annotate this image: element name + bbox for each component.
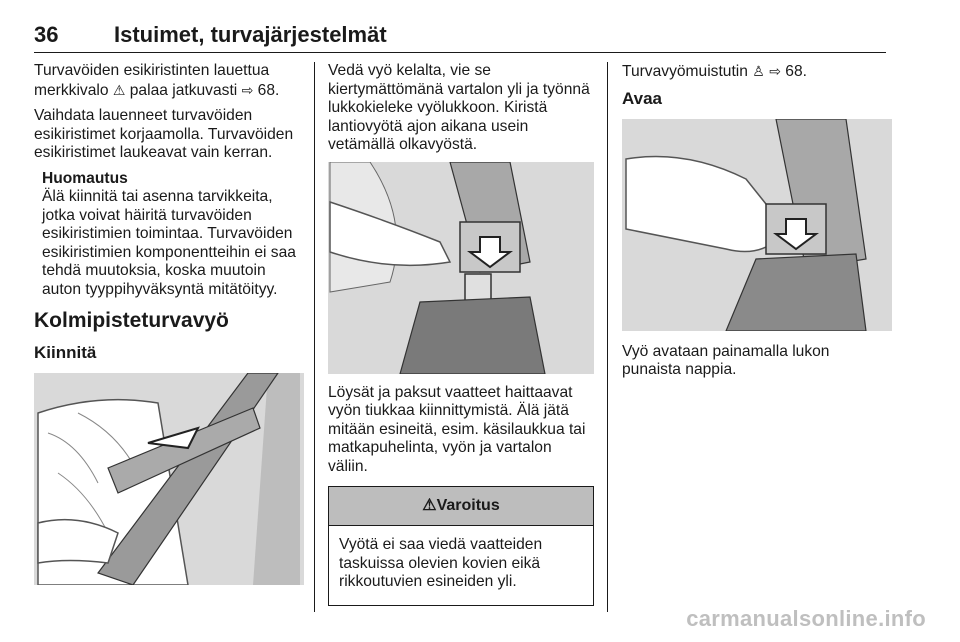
warning-title: Varoitus	[436, 497, 500, 514]
note-title: Huomautus	[42, 169, 128, 187]
release-paragraph: Vyö avataan painamalla lukon punaista nappia.	[622, 342, 830, 378]
fasten-instructions: Vedä vyö kelalta, vie se kiertymättömänä vartalon yli ja työnnä lukkokieleke vyölukkoon. Kiristä lantiovyötä ajon aikana usein vetämällä olkavyöstä.	[328, 62, 590, 153]
warning-body	[329, 526, 593, 605]
column-3	[622, 62, 892, 387]
warning-header	[329, 487, 593, 526]
note-body: Älä kiinnitä tai asenna tarvikkeita, jotka voivat häiritä turvavöiden esikiristimien toimintaa. Turvavöiden esikiristimien komponentteihin ei saa tehdä muutoksia, koska muutoin auton tyyppihyväksyntä mitätöityy.	[42, 188, 296, 298]
column-divider	[607, 62, 608, 612]
page-reference-arrow-icon: ⇨	[241, 81, 254, 98]
replace-paragraph: Vaihdata lauenneet turvavöiden esikiristimet korjaamolla. Turvavöiden esikiristimet laukeavat vain kerran.	[34, 107, 294, 161]
buckle-release-illustration	[622, 119, 892, 331]
column-divider	[314, 62, 315, 612]
section-title: Kolmipisteturvavyö	[34, 309, 229, 332]
subsection-release: Avaa	[622, 88, 663, 108]
watermark: carmanualsonline.info	[686, 606, 926, 631]
column-1	[34, 62, 304, 585]
page-reference-arrow-icon: ⇨	[769, 63, 781, 79]
reminder-paragraph: Turvavyömuistutin ♙ ⇨ 68.	[622, 63, 807, 80]
chapter-title: Istuimet, turvajärjestelmät	[114, 22, 387, 47]
warning-text: Vyötä ei saa viedä vaatteiden taskuissa olevien kovien eikä rikkoutuvien esineiden yli.	[339, 536, 543, 590]
page-number: 36	[34, 22, 59, 47]
buckle-insert-illustration	[328, 162, 594, 374]
warning-box	[328, 486, 594, 606]
fasten-belt-illustration	[34, 373, 304, 585]
clothing-paragraph: Löysät ja paksut vaatteet haittaavat vyön tiukkaa kiinnittymistä. Älä jätä mitään esineitä, esim. käsilaukkua tai matkapuhelinta, vyön ja vartalon väliin.	[328, 383, 586, 475]
subsection-fasten: Kiinnitä	[34, 343, 97, 362]
pretensioner-paragraph: Turvavöiden esikiristinten lauettua merkkivalo ⚠ palaa jatkuvasti ⇨ 68.	[34, 62, 280, 99]
column-2	[328, 62, 594, 606]
seatbelt-reminder-icon: ♙	[752, 63, 765, 79]
page-header	[34, 22, 886, 53]
warning-triangle-icon: ⚠	[422, 497, 437, 514]
belt-pretensioner-warning-icon: ⚠	[112, 81, 126, 98]
note-block	[34, 170, 304, 300]
